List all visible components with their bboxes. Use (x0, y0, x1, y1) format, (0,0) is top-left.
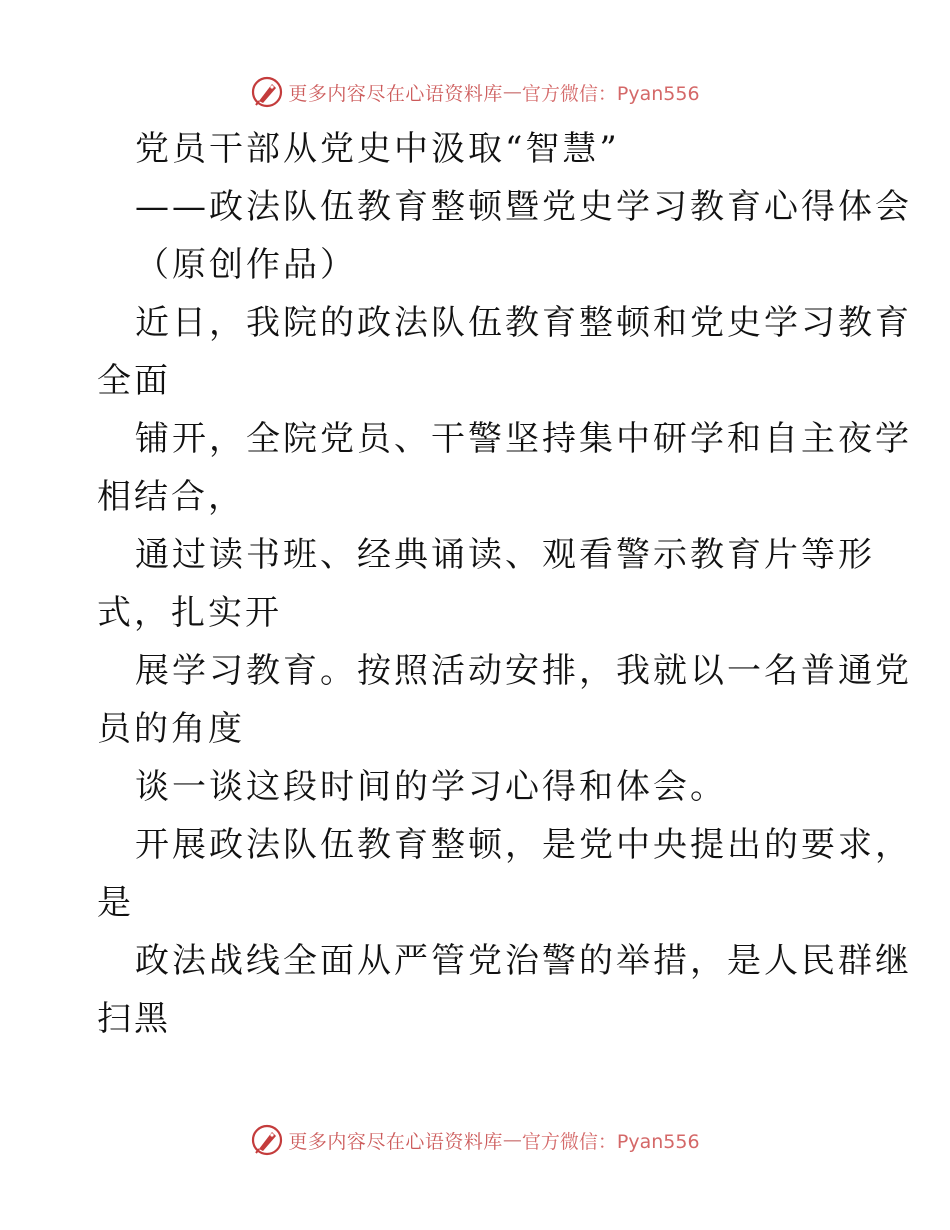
text-line: 展学习教育。按照活动安排，我就以一名普通党 (135, 651, 912, 691)
quill-logo-icon (250, 1123, 284, 1157)
text-line: （原创作品） (135, 245, 357, 285)
watermark-banner-bottom (0, 1120, 950, 1160)
watermark-separator: — (502, 81, 522, 103)
watermark-wechat: 官方微信：Pyan556 (521, 1130, 700, 1153)
text-line: 谈一谈这段时间的学习心得和体会。 (135, 767, 727, 807)
watermark-wechat: 官方微信：Pyan556 (521, 82, 700, 105)
text-line: 铺开，全院党员、干警坚持集中研学和自主夜学 (135, 419, 912, 459)
watermark-banner-top (0, 72, 950, 112)
text-line: 全面 (97, 361, 171, 401)
text-line: 通过读书班、经典诵读、观看警示教育片等形 (135, 535, 875, 575)
watermark-separator: — (502, 1129, 522, 1151)
text-line: 开展政法队伍教育整顿，是党中央提出的要求， (135, 825, 912, 865)
text-line: 近日，我院的政法队伍教育整顿和党史学习教育 (135, 303, 912, 343)
text-line: 是 (97, 883, 134, 923)
text-line: 政法战线全面从严管党治警的举措，是人民群继 (135, 941, 912, 981)
text-line: ——政法队伍教育整顿暨党史学习教育心得体会 (135, 187, 912, 227)
text-line: 相结合， (97, 477, 245, 517)
text-line: 党员干部从党史中汲取“智慧” (135, 129, 620, 169)
text-line: 扫黑 (97, 999, 171, 1039)
quill-logo-icon (250, 75, 284, 109)
watermark-text: 更多内容尽在心语资料库 (288, 1130, 503, 1153)
watermark-text: 更多内容尽在心语资料库 (288, 82, 503, 105)
text-line: 式，扎实开 (97, 593, 282, 633)
text-line: 员的角度 (97, 709, 245, 749)
document-body (97, 120, 912, 1048)
